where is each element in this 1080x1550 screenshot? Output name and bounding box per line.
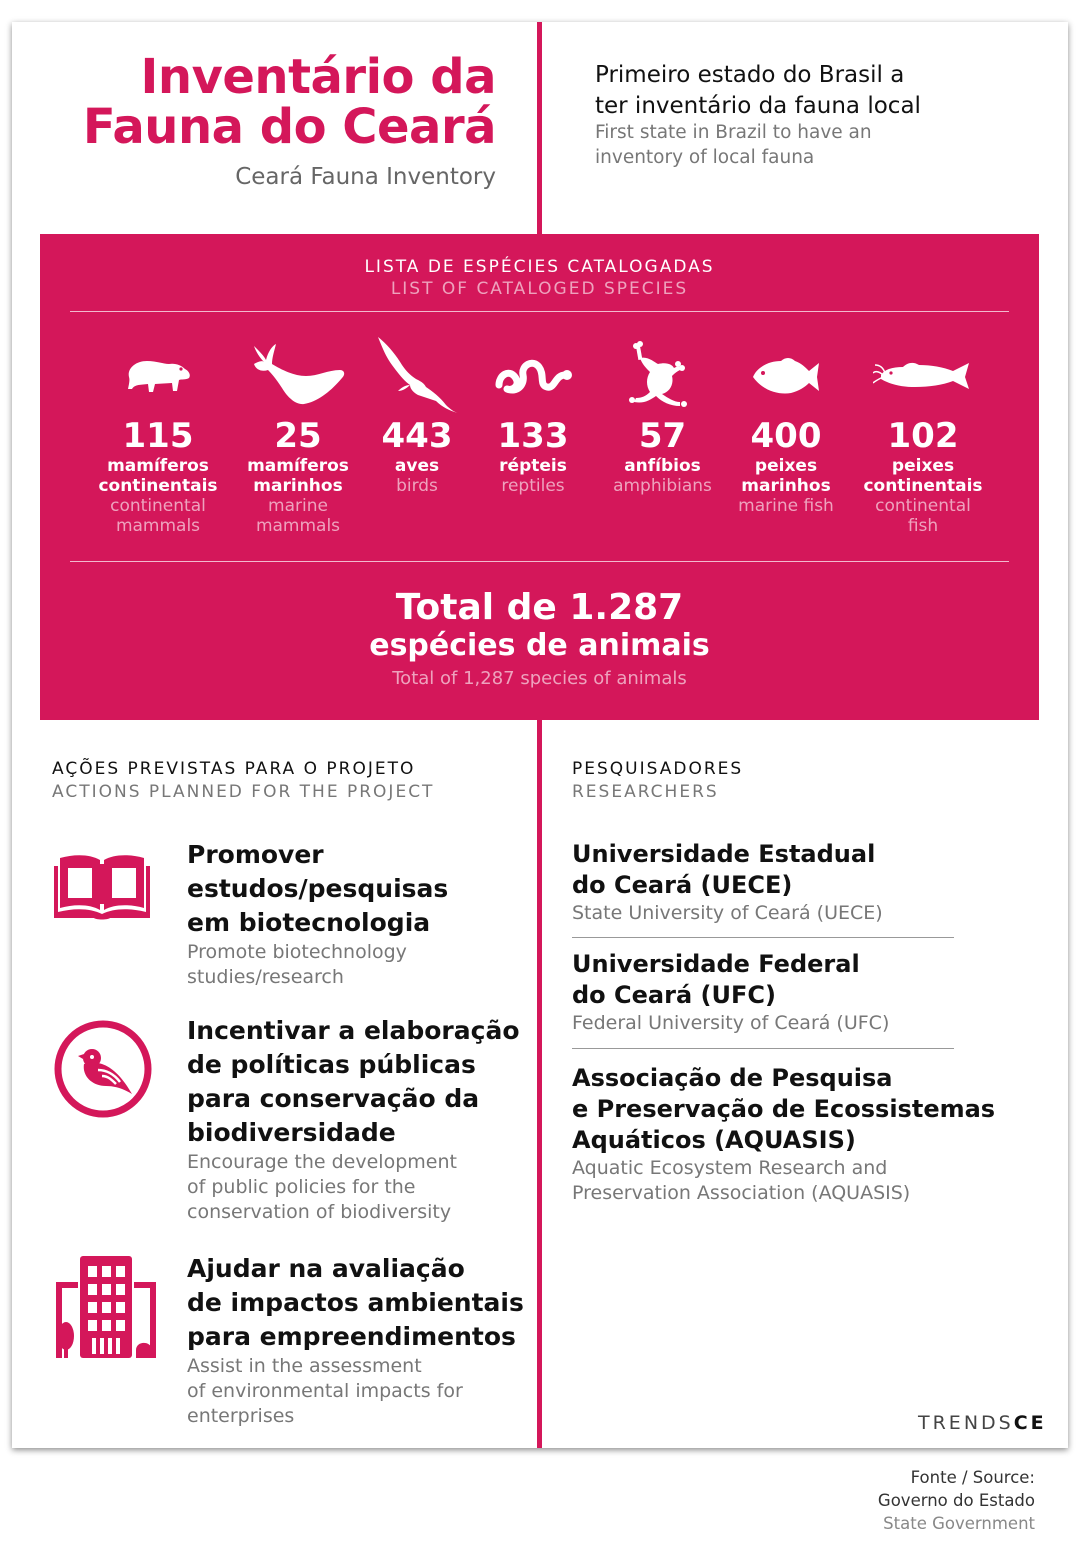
action-title-pt: Incentivar a elaboração de políticas públicas para conservação da biodiversidade bbox=[187, 1016, 520, 1147]
actions-heading-en: ACTIONS PLANNED FOR THE PROJECT bbox=[52, 782, 435, 802]
species-label-en: continental fish bbox=[875, 496, 971, 536]
building-icon bbox=[52, 1252, 162, 1368]
action-item-policies bbox=[52, 1014, 532, 1234]
divider-bottom bbox=[537, 719, 542, 1448]
action-desc-en: Promote biotechnology studies/research bbox=[187, 941, 407, 988]
source-label: Fonte / Source: bbox=[910, 1468, 1035, 1487]
species-heading-en: LIST OF CATALOGED SPECIES bbox=[390, 279, 689, 299]
page-subtitle: Ceará Fauna Inventory bbox=[235, 164, 496, 190]
researchers-heading bbox=[572, 758, 743, 804]
source-note bbox=[878, 1466, 1035, 1535]
species-label-en: amphibians bbox=[613, 476, 712, 496]
action-desc-en: Encourage the development of public policies for the conservation of biodiversity bbox=[187, 1151, 457, 1223]
action-desc-en: Assist in the assessment of environmental impacts for enterprises bbox=[187, 1355, 463, 1427]
action-item-biotech bbox=[52, 838, 532, 998]
actions-heading-pt: AÇÕES PREVISTAS PARA O PROJETO bbox=[52, 759, 416, 779]
species-count: 25 bbox=[274, 416, 322, 456]
bird-icon bbox=[372, 334, 462, 416]
total-line-1: Total de 1.287 bbox=[395, 587, 684, 628]
action-title-pt: Ajudar na avaliação de impactos ambientais para empreendimentos bbox=[187, 1254, 524, 1351]
intro-en bbox=[595, 120, 1035, 170]
snake-icon bbox=[487, 334, 579, 416]
species-label-pt: anfíbios bbox=[624, 456, 701, 476]
action-text bbox=[187, 1252, 532, 1429]
researcher-item-uece bbox=[572, 839, 1012, 926]
species-label-pt: mamíferos continentais bbox=[98, 456, 218, 496]
book-icon bbox=[52, 850, 162, 924]
whale-icon bbox=[233, 334, 363, 416]
species-count: 133 bbox=[497, 416, 569, 456]
species-heading-pt: LISTA DE ESPÉCIES CATALOGADAS bbox=[364, 257, 715, 277]
researchers-heading-pt: PESQUISADORES bbox=[572, 759, 744, 779]
species-item-amphibians bbox=[605, 334, 720, 496]
researcher-divider bbox=[572, 1048, 954, 1049]
species-label-pt: aves bbox=[394, 456, 440, 476]
action-text bbox=[187, 838, 532, 990]
researcher-item-ufc bbox=[572, 949, 1012, 1036]
researcher-name-pt: Universidade Federal do Ceará (UFC) bbox=[572, 950, 860, 1009]
species-count: 400 bbox=[750, 416, 822, 456]
panel-rule-top bbox=[70, 311, 1009, 312]
species-label-en: reptiles bbox=[501, 476, 565, 496]
source-pt: Governo do Estado bbox=[877, 1491, 1035, 1510]
species-item-continental-fish bbox=[853, 334, 993, 536]
species-label-pt: peixes marinhos bbox=[741, 456, 831, 496]
species-label-en: continental mammals bbox=[110, 496, 206, 536]
brand-logo bbox=[918, 1412, 1047, 1434]
bird-circle-icon bbox=[52, 1018, 162, 1124]
total-en: Total of 1,287 species of animals bbox=[392, 668, 687, 689]
species-label-en: marine fish bbox=[738, 496, 834, 516]
researcher-name-en: Aquatic Ecosystem Research and Preservation Association (AQUASIS) bbox=[572, 1157, 911, 1204]
species-count: 115 bbox=[122, 416, 194, 456]
intro-en-line-2: inventory of local fauna bbox=[595, 147, 815, 168]
action-title-pt: Promover estudos/pesquisas em biotecnologia bbox=[187, 840, 449, 937]
intro-pt bbox=[595, 60, 1035, 122]
intro-pt-line-1: Primeiro estado do Brasil a bbox=[595, 62, 905, 88]
researcher-name-en: State University of Ceará (UECE) bbox=[572, 902, 883, 924]
researcher-name-pt: Associação de Pesquisa e Preservação de Ecossistemas Aquáticos (AQUASIS) bbox=[572, 1064, 996, 1154]
researcher-item-aquasis bbox=[572, 1063, 1012, 1206]
page-title bbox=[82, 49, 496, 155]
brand-part-2: CE bbox=[1013, 1412, 1047, 1434]
intro-pt-line-2: ter inventário da fauna local bbox=[595, 93, 921, 119]
species-item-marine-mammals bbox=[233, 334, 363, 536]
researcher-divider bbox=[572, 937, 954, 938]
source-en: State Government bbox=[883, 1514, 1035, 1533]
species-label-pt: mamíferos marinhos bbox=[247, 456, 349, 496]
intro-en-line-1: First state in Brazil to have an bbox=[595, 122, 872, 143]
actions-heading bbox=[52, 758, 434, 804]
species-label-en: marine mammals bbox=[255, 496, 341, 536]
species-heading bbox=[40, 256, 1039, 300]
researcher-name-pt: Universidade Estadual do Ceará (UECE) bbox=[572, 840, 876, 899]
species-item-reptiles bbox=[487, 334, 579, 496]
brand-part-1: TRENDS bbox=[918, 1412, 1014, 1434]
species-label-pt: peixes continentais bbox=[863, 456, 983, 496]
total-line-2: espécies de animais bbox=[369, 628, 710, 663]
species-label-en: birds bbox=[396, 476, 438, 496]
species-panel bbox=[40, 234, 1039, 720]
species-count: 443 bbox=[381, 416, 453, 456]
total-block bbox=[40, 588, 1039, 694]
divider-top bbox=[537, 22, 542, 234]
title-line-1: Inventário da bbox=[140, 49, 496, 105]
species-count: 102 bbox=[887, 416, 959, 456]
panel-rule-bottom bbox=[70, 561, 1009, 562]
action-text bbox=[187, 1014, 532, 1225]
species-item-birds bbox=[372, 334, 462, 496]
capybara-icon bbox=[93, 334, 223, 416]
researcher-name-en: Federal University of Ceará (UFC) bbox=[572, 1012, 890, 1034]
species-item-continental-mammals bbox=[93, 334, 223, 536]
species-count: 57 bbox=[638, 416, 687, 456]
fish-icon bbox=[730, 334, 842, 416]
action-item-impact bbox=[52, 1252, 532, 1432]
researchers-heading-en: RESEARCHERS bbox=[572, 782, 719, 802]
catfish-icon bbox=[853, 334, 993, 416]
frog-icon bbox=[605, 334, 720, 416]
title-line-2: Fauna do Ceará bbox=[82, 99, 496, 155]
species-item-marine-fish bbox=[730, 334, 842, 516]
species-label-pt: répteis bbox=[499, 456, 567, 476]
